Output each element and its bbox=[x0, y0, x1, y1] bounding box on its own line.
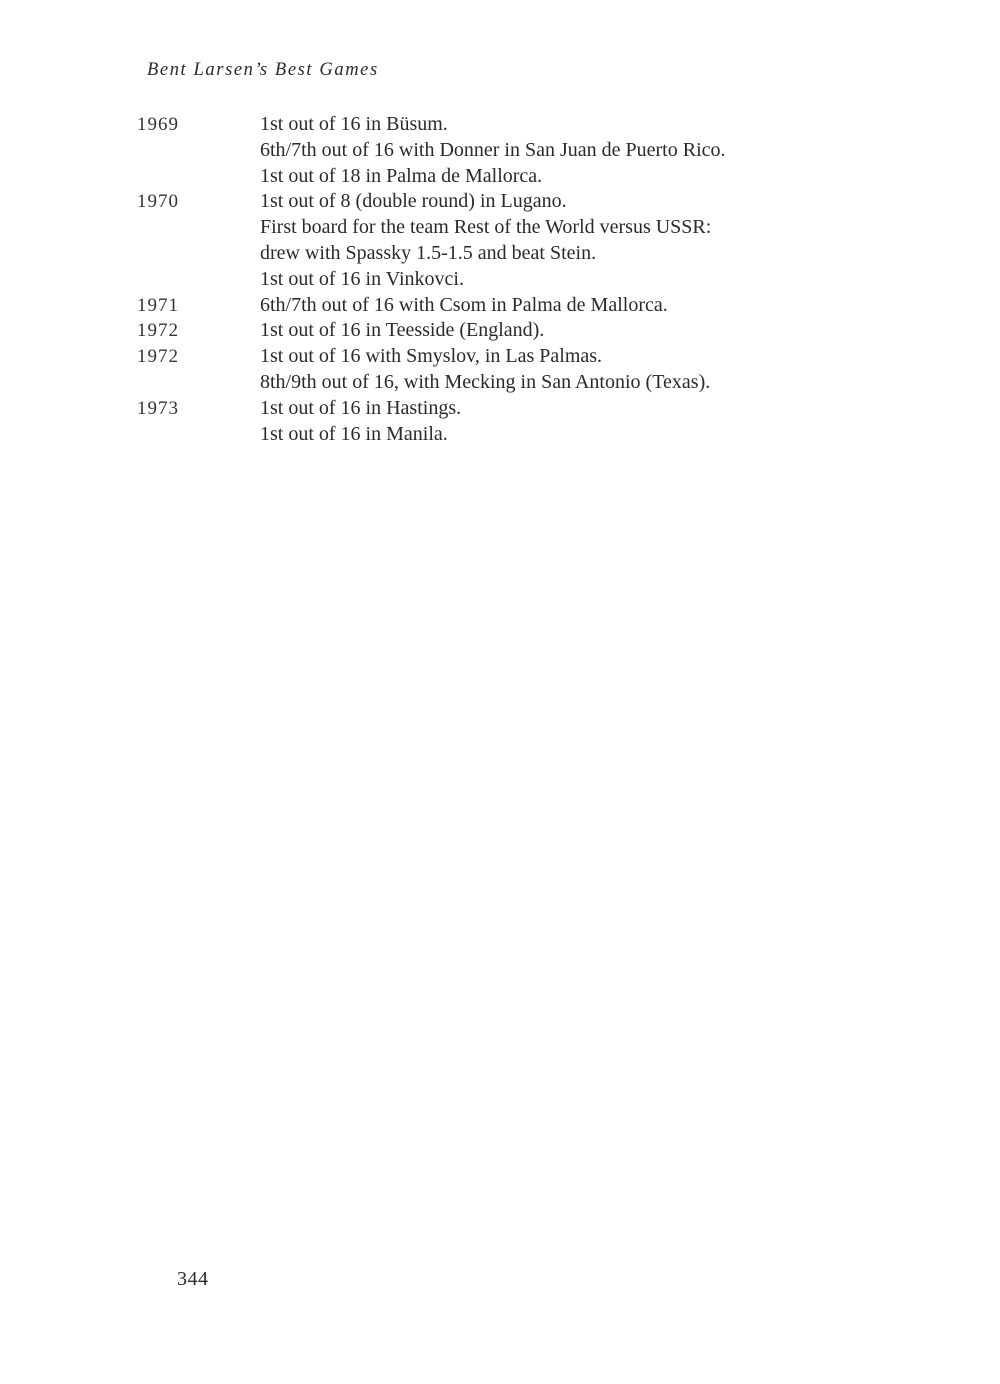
record-year bbox=[137, 267, 260, 293]
record-text: 1st out of 16 in Hastings. bbox=[260, 396, 462, 419]
tournament-record-list bbox=[137, 112, 897, 447]
record-text: drew with Spassky 1.5-1.5 and beat Stein. bbox=[260, 241, 597, 264]
running-header: Bent Larsen’s Best Games bbox=[147, 60, 379, 80]
record-year: 1969 bbox=[137, 114, 179, 135]
record-year: 1971 bbox=[137, 294, 179, 316]
record-year bbox=[137, 138, 260, 164]
record-year bbox=[137, 215, 260, 241]
record-row bbox=[137, 318, 897, 344]
record-year bbox=[137, 370, 260, 396]
record-row bbox=[137, 267, 897, 293]
record-row bbox=[137, 344, 897, 370]
record-year: 1972 bbox=[137, 346, 179, 368]
record-row bbox=[137, 189, 897, 215]
record-year bbox=[137, 164, 260, 190]
record-text: 1st out of 16 in Büsum. bbox=[260, 113, 448, 135]
record-text: 8th/9th out of 16, with Mecking in San Antonio (Texas). bbox=[260, 370, 711, 393]
record-text: 1st out of 18 in Palma de Mallorca. bbox=[260, 164, 543, 187]
record-text: 6th/7th out of 16 with Csom in Palma de Mallorca. bbox=[260, 293, 668, 316]
record-row bbox=[137, 422, 897, 448]
record-row bbox=[137, 112, 897, 138]
record-year bbox=[137, 422, 260, 448]
record-text: 1st out of 16 in Vinkovci. bbox=[260, 267, 464, 290]
record-text: 6th/7th out of 16 with Donner in San Juan de Puerto Rico. bbox=[260, 138, 726, 161]
record-row bbox=[137, 293, 897, 319]
record-row bbox=[137, 370, 897, 396]
record-text: First board for the team Rest of the World versus USSR: bbox=[260, 216, 712, 239]
record-row bbox=[137, 164, 897, 190]
record-year: 1973 bbox=[137, 397, 179, 419]
page-number: 344 bbox=[177, 1268, 209, 1290]
record-year: 1970 bbox=[137, 191, 179, 213]
record-row bbox=[137, 241, 897, 267]
record-text: 1st out of 16 in Manila. bbox=[260, 422, 448, 445]
record-row bbox=[137, 138, 897, 164]
record-row bbox=[137, 215, 897, 241]
record-year: 1972 bbox=[137, 320, 179, 342]
record-text: 1st out of 8 (double round) in Lugano. bbox=[260, 190, 567, 213]
record-year bbox=[137, 241, 260, 267]
record-text: 1st out of 16 in Teesside (England). bbox=[260, 319, 545, 342]
record-text: 1st out of 16 with Smyslov, in Las Palmas. bbox=[260, 345, 603, 368]
record-row bbox=[137, 396, 897, 422]
